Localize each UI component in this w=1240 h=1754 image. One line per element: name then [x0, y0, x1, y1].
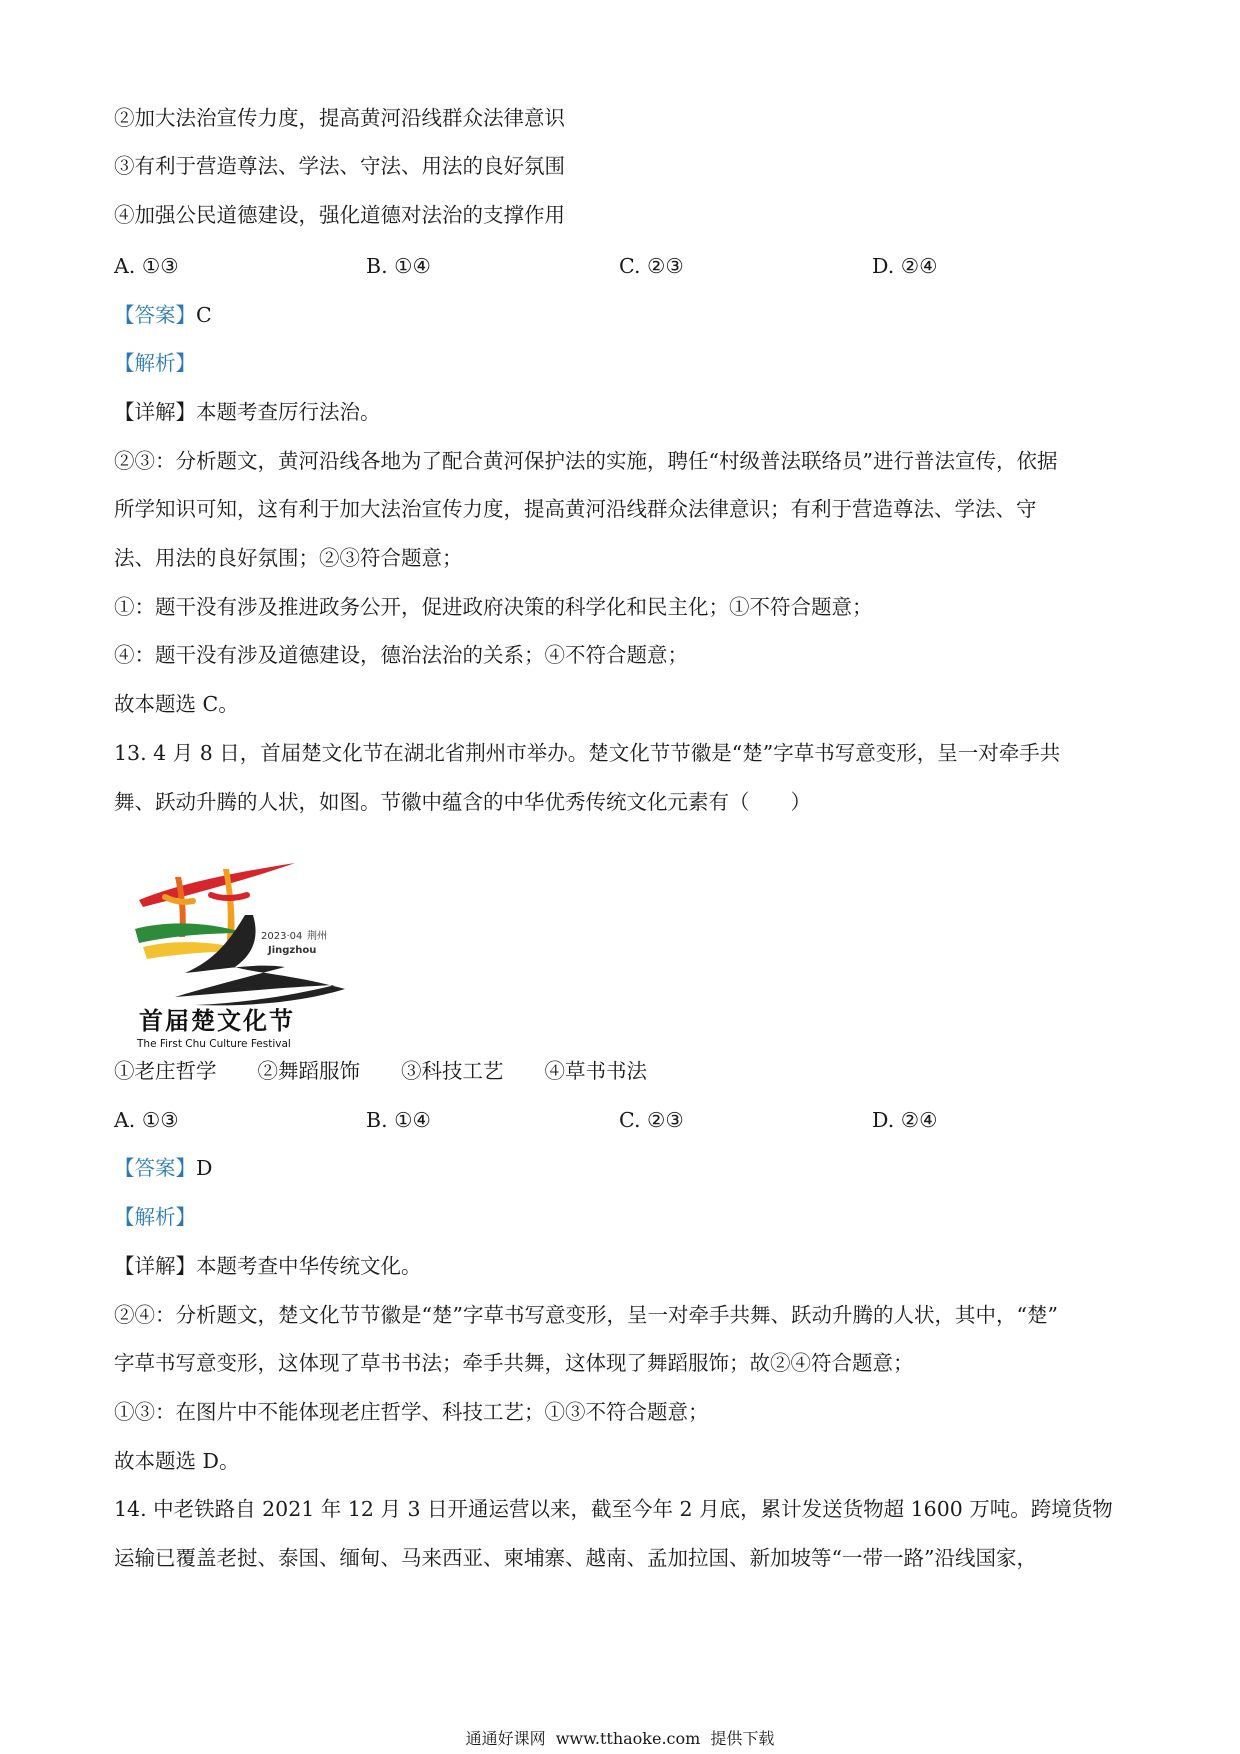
q13-explain-line: ②④：分析题文，楚文化节节徽是“楚”字草书写意变形，呈一对牵手共舞、跃动升腾的人状，其中，“楚” — [114, 1303, 1058, 1327]
q12-explain-line: ②③：分析题文，黄河沿线各地为了配合黄河保护法的实施，聘任“村级普法联络员”进行普法宣传，依据 — [114, 449, 1058, 473]
answer-value: D — [196, 1156, 213, 1180]
detail-text: 本题考查厉行法治。 — [196, 400, 381, 424]
q13-stem-line: 舞、跃动升腾的人状，如图。节徽中蕴含的中华优秀传统文化元素有（ ） — [114, 790, 811, 814]
footer-note: 提供下载 — [710, 1729, 775, 1748]
q13-analysis-tag: 【解析】 — [114, 1205, 196, 1229]
q12-option-2: ②加大法治宣传力度，提高黄河沿线群众法律意识 — [114, 106, 565, 130]
q12-explain-line: ④：题干没有涉及道德建设，德治法治的关系；④不符合题意； — [114, 643, 688, 667]
detail-tag: 【详解】 — [114, 400, 196, 424]
logo-city-en: Jingzhou — [268, 945, 317, 956]
logo-title-cn: 首届楚文化节 — [139, 1006, 295, 1035]
q12-explain-line: ①：题干没有涉及推进政务公开，促进政府决策的科学化和民主化；①不符合题意； — [114, 595, 873, 619]
q12-explain-line: 所学知识可知，这有利于加大法治宣传力度，提高黄河沿线群众法律意识；有利于营造尊法、学法、守 — [114, 497, 1037, 521]
q12-explain-line: 法、用法的良好氛围；②③符合题意； — [114, 546, 463, 570]
q13-stem-line: 13. 4 月 8 日，首届楚文化节在湖北省荆州市举办。楚文化节节徽是“楚”字草书写意变形，呈一对牵手共 — [114, 741, 1061, 765]
q12-choice-b: B. ①④ — [366, 254, 431, 278]
q12-explain-line: 故本题选 C。 — [114, 692, 239, 716]
q13-explain-line: 字草书写意变形，这体现了草书书法；牵手共舞，这体现了舞蹈服饰；故②④符合题意； — [114, 1351, 914, 1375]
q12-option-3: ③有利于营造尊法、学法、守法、用法的良好氛围 — [114, 154, 565, 178]
q12-answer — [114, 300, 1134, 330]
q12-detail — [114, 397, 1134, 427]
answer-tag: 【答案】 — [114, 1156, 196, 1180]
q13-choice-d: D. ②④ — [872, 1108, 938, 1132]
detail-text: 本题考查中华传统文化。 — [196, 1254, 422, 1278]
q12-choice-c: C. ②③ — [619, 254, 684, 278]
q12-analysis-tag: 【解析】 — [114, 351, 196, 375]
chu-festival-logo — [135, 855, 350, 1050]
q12-option-4: ④加强公民道德建设，强化道德对法治的支撑作用 — [114, 203, 565, 227]
q13-elements: ①老庄哲学 ②舞蹈服饰 ③科技工艺 ④草书书法 — [114, 1059, 647, 1083]
footer-site-name: 通通好课网 — [465, 1729, 546, 1748]
q12-choice-d: D. ②④ — [872, 254, 938, 278]
q13-explain-line: ①③：在图片中不能体现老庄哲学、科技工艺；①③不符合题意； — [114, 1400, 709, 1424]
q13-choice-b: B. ①④ — [366, 1108, 431, 1132]
q13-answer — [114, 1153, 1134, 1183]
footer-url[interactable]: www.tthaoke.com — [555, 1729, 701, 1748]
answer-tag: 【答案】 — [114, 303, 196, 327]
q12-choice-a: A. ①③ — [114, 254, 179, 278]
chu-calligraphy-icon — [135, 855, 350, 1050]
q13-choice-a: A. ①③ — [114, 1108, 179, 1132]
q14-stem-line: 14. 中老铁路自 2021 年 12 月 3 日开通运营以来，截至今年 2 月底，累计发送货物超 1600 万吨。跨境货物 — [114, 1497, 1113, 1521]
logo-date: 2023·04 — [261, 931, 303, 942]
q14-stem-line: 运输已覆盖老挝、泰国、缅甸、马来西亚、柬埔寨、越南、孟加拉国、新加坡等“一带一路”沿线国家， — [114, 1546, 1037, 1570]
q13-explain-line: 故本题选 D。 — [114, 1449, 240, 1473]
q13-choice-c: C. ②③ — [619, 1108, 684, 1132]
page-footer — [0, 1728, 1240, 1750]
logo-city-cn: 荆州 — [307, 931, 327, 942]
logo-title-en: The First Chu Culture Festival — [137, 1038, 291, 1050]
answer-value: C — [196, 303, 212, 327]
detail-tag: 【详解】 — [114, 1254, 196, 1278]
q13-detail — [114, 1251, 1134, 1281]
